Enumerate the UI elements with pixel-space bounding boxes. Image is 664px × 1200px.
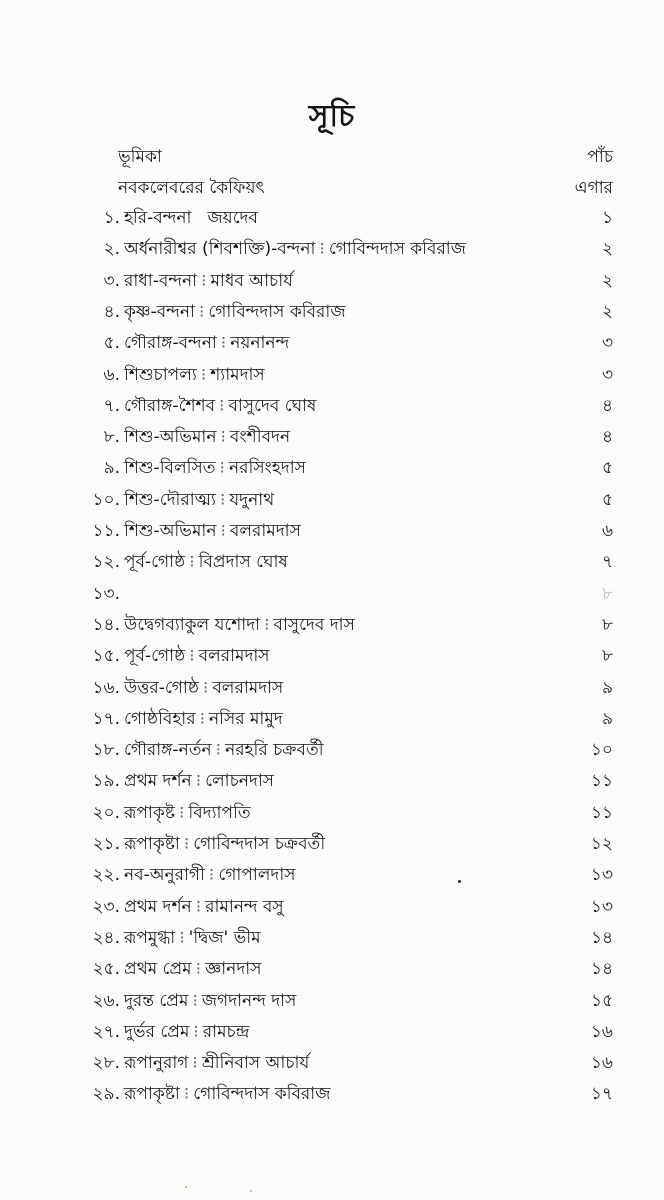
toc-number: ১০. — [92, 490, 120, 510]
separator-mark: ⁝ — [220, 521, 226, 541]
toc-row — [88, 203, 613, 233]
toc-poem-title: রাধা-বন্দনা — [124, 271, 198, 291]
toc-entry — [124, 923, 261, 953]
toc-entry — [124, 547, 288, 577]
separator-mark: ⁝ — [192, 991, 198, 1011]
toc-entry — [124, 328, 289, 358]
toc-poem-title: কৃষ্ণ-বন্দনা — [124, 302, 195, 322]
toc-entry — [124, 203, 258, 233]
toc-page-number: ৫ — [601, 490, 613, 510]
toc-row — [88, 829, 613, 859]
toc-poet: নয়নানন্দ — [230, 333, 290, 353]
toc-poem-title: পূর্ব-গোষ্ঠ — [124, 646, 186, 666]
toc-entry — [124, 360, 265, 390]
toc-number: ৩. — [103, 271, 120, 291]
toc-entry — [124, 297, 346, 327]
toc-page-number: ১২ — [590, 834, 613, 854]
toc-poet: জ্ঞানদাস — [204, 959, 262, 979]
toc-number: ১৯. — [92, 771, 120, 791]
toc-poem-title: গোষ্ঠবিহার — [124, 709, 196, 729]
separator-mark: ⁝ — [219, 458, 225, 478]
toc-entry — [124, 641, 270, 671]
toc-poem-title: প্রথম দর্শন — [124, 897, 192, 917]
toc-poet: লোচনদাস — [205, 771, 275, 791]
toc-entry — [124, 422, 290, 452]
toc-page-number: ৩ — [601, 365, 613, 385]
front-matter-page: এগার — [574, 178, 613, 198]
toc-row — [88, 704, 613, 734]
toc-page-number: ১৩ — [590, 897, 613, 917]
separator-mark: ⁝ — [200, 365, 207, 385]
separator-mark: ⁝ — [199, 709, 205, 729]
separator-mark: ⁝ — [195, 959, 201, 979]
toc-page-number: ২ — [601, 302, 613, 322]
toc-row — [88, 986, 613, 1016]
toc-page-number: ১ — [601, 208, 613, 228]
toc-number: ১৪. — [92, 615, 120, 635]
ink-speck — [185, 1186, 187, 1188]
separator-mark: ⁝ — [202, 678, 209, 698]
toc-page-number: ৪ — [601, 427, 613, 447]
toc-entry — [124, 485, 274, 515]
toc-page-number: ২ — [601, 271, 613, 291]
toc-row — [88, 516, 613, 546]
toc-number: ৫. — [103, 333, 120, 353]
toc-poet: বাসুদেব ঘোষ — [228, 396, 317, 416]
toc-poet: 'দ্বিজ' ভীম — [188, 928, 261, 948]
separator-mark: ⁝ — [264, 615, 270, 635]
toc-row — [88, 453, 613, 483]
toc-entry — [124, 798, 251, 828]
separator-mark: ⁝ — [179, 928, 185, 948]
ink-speck — [458, 880, 461, 883]
toc-number: ২৫. — [92, 959, 120, 979]
toc-number: ৬. — [103, 365, 120, 385]
toc-number: ২৭. — [92, 1022, 120, 1042]
toc-poet: শ্রীনিবাস আচার্য — [201, 1053, 310, 1073]
toc-number: ২৩. — [92, 897, 120, 917]
separator-mark: ⁝ — [183, 1084, 190, 1104]
toc-number: ২৯. — [92, 1084, 120, 1104]
toc-row — [88, 610, 613, 640]
toc-entry — [124, 954, 261, 984]
toc-row — [88, 234, 613, 264]
toc-entry — [124, 892, 284, 922]
toc-row — [88, 391, 613, 421]
toc-entry — [124, 766, 274, 796]
toc-poem-title: অর্ধনারীশ্বর (শিবশক্তি)-বন্দনা — [124, 239, 316, 259]
separator-mark: ⁝ — [195, 771, 202, 791]
toc-number: ২১. — [92, 834, 120, 854]
toc-poem-title: শিশুচাপল্য — [124, 365, 197, 385]
toc-poem-title: হরি-বন্দনা — [124, 208, 192, 228]
toc-poem-title: গৌরাঙ্গ-শৈশব — [124, 396, 216, 416]
toc-entry — [124, 735, 324, 765]
separator-mark: ⁝ — [220, 427, 226, 447]
separator-mark: ⁝ — [193, 1022, 199, 1042]
separator-mark: ⁝ — [195, 897, 202, 917]
toc-poem-title: উত্তর-গোষ্ঠ — [124, 678, 199, 698]
toc-poem-title: গৌরাঙ্গ-বন্দনা — [124, 333, 217, 353]
toc-entry — [124, 266, 293, 296]
toc-poet: বিদ্যাপতি — [188, 803, 251, 823]
toc-poet: জয়দেব — [207, 208, 258, 228]
toc-poem-title: উদ্বেগব্যাকুল যশোদা — [124, 615, 261, 635]
separator-mark: ⁝ — [319, 239, 325, 259]
toc-row — [88, 297, 613, 327]
toc-poet: নরসিংহদাস — [228, 458, 306, 478]
toc-poet: গোবিন্দদাস কবিরাজ — [193, 1084, 331, 1104]
toc-page-number: ১৪ — [590, 928, 613, 948]
toc-number: ২৪. — [92, 928, 120, 948]
toc-poem-title: শিশু-দৌরাত্ম্য — [124, 490, 216, 510]
toc-page-number: ৮ — [601, 615, 613, 635]
toc-poem-title: প্রথম দর্শন — [124, 771, 192, 791]
toc-number: ২. — [103, 239, 120, 259]
toc-entry — [124, 1017, 249, 1047]
toc-entry — [124, 704, 283, 734]
toc-entry — [124, 453, 306, 483]
toc-poem-title: গৌরাঙ্গ-নর্তন — [124, 740, 212, 760]
separator-mark: ⁝ — [189, 552, 195, 572]
toc-number: ৮. — [103, 427, 120, 447]
front-matter-label: নবকলেবরের কৈফিয়ৎ — [118, 178, 265, 198]
toc-poet: মাধব আচার্য — [210, 271, 293, 291]
toc-poem-title: শিশু-বিলসিত — [124, 458, 216, 478]
toc-poem-title: দুরন্ত প্রেম — [124, 991, 189, 1011]
toc-entry — [124, 391, 316, 421]
separator-mark: ⁝ — [215, 740, 222, 760]
separator-mark: ⁝ — [183, 834, 190, 854]
ink-speck — [250, 1190, 252, 1192]
toc-poem-title: পূর্ব-গোষ্ঠ — [124, 552, 186, 572]
toc-number: ১. — [103, 208, 120, 228]
separator-mark: ⁝ — [198, 302, 205, 322]
toc-row — [88, 673, 613, 703]
toc-entry — [124, 234, 466, 264]
toc-row — [88, 923, 613, 953]
toc-number: ১১. — [92, 521, 120, 541]
toc-poet: বংশীবদন — [229, 427, 291, 447]
toc-entry — [124, 829, 325, 859]
toc-number: ৯. — [103, 458, 120, 478]
toc-number: ২২. — [92, 865, 120, 885]
toc-poet: বাসুদেব দাস — [273, 615, 355, 635]
toc-page-number: ২ — [601, 239, 613, 259]
toc-number: ৭. — [103, 396, 120, 416]
toc-page-number: ৯ — [601, 678, 613, 698]
toc-poet: গোবিন্দদাস চক্রবর্তী — [193, 834, 326, 854]
toc-page-number: ৩ — [601, 333, 613, 353]
separator-mark: ⁝ — [219, 490, 226, 510]
separator-mark: ⁝ — [220, 333, 227, 353]
toc-number: ১৬. — [92, 678, 120, 698]
separator-mark: ⁝ — [208, 865, 215, 885]
toc-page-number: ৬ — [601, 521, 613, 541]
toc-row — [88, 860, 613, 890]
toc-row — [88, 892, 613, 922]
toc-number: ১২. — [92, 552, 120, 572]
toc-poet: গোবিন্দদাস কবিরাজ — [208, 302, 346, 322]
toc-poem-title: শিশু-অভিমান — [124, 427, 217, 447]
toc-poem-title: রূপাকৃষ্ট — [124, 803, 175, 823]
toc-row — [88, 1048, 613, 1078]
front-matter-item — [118, 173, 613, 203]
toc-row — [88, 579, 613, 609]
separator-mark: ⁝ — [219, 396, 225, 416]
toc-poem-title: নব-অনুরাগী — [124, 865, 205, 885]
toc-number: ১৭. — [92, 709, 120, 729]
front-matter-label: ভূমিকা — [118, 147, 162, 167]
toc-poet: গোবিন্দদাস কবিরাজ — [328, 239, 466, 259]
separator-mark: ⁝ — [178, 803, 185, 823]
front-matter-item — [118, 142, 613, 172]
toc-page-number: ৯ — [601, 709, 613, 729]
toc-page-number: ১৪ — [590, 959, 613, 979]
toc-row — [88, 766, 613, 796]
toc-page-number: ৮ — [601, 646, 613, 666]
toc-row — [88, 954, 613, 984]
toc-page-number: ৭ — [601, 552, 613, 572]
toc-number: ১৩. — [92, 584, 120, 604]
toc-poet: নরহরি চক্রবর্তী — [225, 740, 324, 760]
toc-page-number: ১০ — [590, 740, 613, 760]
toc-row — [88, 735, 613, 765]
toc-row — [88, 547, 613, 577]
toc-poet: রামচন্দ্র — [202, 1022, 250, 1042]
toc-page-number: ১৬ — [590, 1022, 613, 1042]
separator-mark: ⁝ — [192, 1053, 198, 1073]
toc-page-number: ১১ — [590, 771, 613, 791]
toc-entry — [124, 673, 283, 703]
toc-row — [88, 360, 613, 390]
toc-row — [88, 798, 613, 828]
toc-number: ১৮. — [92, 740, 120, 760]
toc-number: ২০. — [92, 803, 120, 823]
toc-page-number: ১১ — [590, 803, 613, 823]
toc-poet: রামানন্দ বসু — [205, 897, 284, 917]
toc-poem-title: রূপাকৃষ্টা — [124, 834, 180, 854]
toc-poet: জগদানন্দ দাস — [201, 991, 297, 1011]
toc-entry — [124, 986, 296, 1016]
toc-poem-title: দুর্ভর প্রেম — [124, 1022, 190, 1042]
toc-entry — [124, 1079, 330, 1109]
toc-row — [88, 485, 613, 515]
toc-entry — [124, 860, 296, 890]
toc-row — [88, 1017, 613, 1047]
toc-poet: নসির মামুদ — [209, 709, 283, 729]
toc-row — [88, 641, 613, 671]
toc-page-number: ৪ — [601, 396, 613, 416]
toc-page-number: ১৩ — [590, 865, 613, 885]
page-title: সূচি — [308, 99, 356, 134]
separator-mark: ⁝ — [189, 646, 195, 666]
toc-row — [88, 266, 613, 296]
toc-number: ২৬. — [92, 991, 120, 1011]
toc-row — [88, 328, 613, 358]
toc-poem-title: রূপমুগ্ধা — [124, 928, 176, 948]
toc-poem-title: প্রথম প্রেম — [124, 959, 192, 979]
separator-mark: ⁝ — [201, 271, 207, 291]
toc-row — [88, 1079, 613, 1109]
toc-poem-title: রূপাকৃষ্টা — [124, 1084, 180, 1104]
toc-poet: যদুনাথ — [229, 490, 275, 510]
toc-poet: বলরামদাস — [212, 678, 284, 698]
toc-number: ৪. — [103, 302, 120, 322]
toc-poem-title: শিশু-অভিমান — [124, 521, 217, 541]
toc-number: ২৮. — [92, 1053, 120, 1073]
front-matter-page: পাঁচ — [587, 147, 613, 167]
toc-page-number: ১৬ — [590, 1053, 613, 1073]
toc-entry — [124, 610, 355, 640]
toc-poet: শ্যামদাস — [210, 365, 265, 385]
toc-entry — [124, 1048, 309, 1078]
toc-poet: গোপালদাস — [218, 865, 296, 885]
toc-number: ১৫. — [92, 646, 120, 666]
toc-page-number: ১৫ — [590, 991, 613, 1011]
toc-poet: বিপ্রদাস ঘোষ — [198, 552, 288, 572]
toc-page-number: ১৭ — [590, 1084, 613, 1104]
toc-entry — [124, 516, 301, 546]
toc-page-number: ৮ — [601, 584, 613, 604]
toc-row — [88, 422, 613, 452]
toc-poet: বলরামদাস — [229, 521, 301, 541]
toc-poet: বলরামদাস — [198, 646, 270, 666]
toc-page-number: ৫ — [601, 458, 613, 478]
toc-poem-title: রূপানুরাগ — [124, 1053, 189, 1073]
